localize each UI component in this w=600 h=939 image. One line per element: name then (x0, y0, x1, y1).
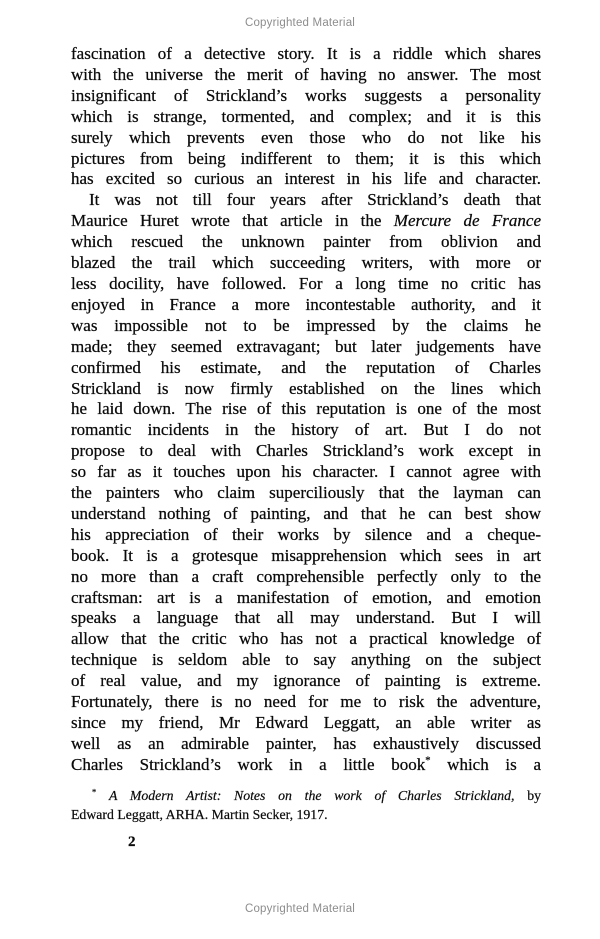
text-line (71, 671, 541, 692)
text-segment: enjoyed in France a more incontestable authority, and it (71, 294, 541, 314)
text-segment (96, 788, 109, 803)
text-line (71, 525, 541, 546)
italic-text: A Modern Artist: Notes on the work of Charles Strickland, (109, 788, 515, 803)
footnote (71, 786, 541, 824)
text-line (71, 713, 541, 734)
footnote-line (71, 786, 541, 805)
text-segment: confirmed his estimate, and the reputation of Charles (71, 357, 541, 377)
text-line (71, 337, 541, 358)
text-line (71, 190, 541, 211)
text-segment: by (514, 788, 542, 803)
text-line (71, 692, 541, 713)
text-line (71, 504, 541, 525)
copyright-notice-bottom: Copyrighted Material (244, 903, 356, 915)
text-line (71, 128, 541, 149)
text-segment: no more than a craft comprehensible perfectly only to the (71, 566, 541, 586)
text-segment: Edward Leggatt, ARHA. Martin Secker, 1917. (71, 807, 328, 822)
text-line (71, 253, 541, 274)
paragraph (71, 44, 541, 190)
text-segment: Strickland is now firmly established on the lines which (71, 378, 541, 398)
text-segment: made; they seemed extravagant; but later judgements have (71, 336, 541, 356)
text-line (71, 441, 541, 462)
text-line (71, 44, 541, 65)
footnote-line (71, 805, 541, 824)
text-segment: has excited so curious an interest in his life and character. (71, 169, 541, 189)
text-segment: blazed the trail which succeeding writers, with more or (71, 253, 541, 273)
text-line (71, 295, 541, 316)
text-line (71, 546, 541, 567)
text-line (71, 316, 541, 337)
text-line (71, 379, 541, 400)
text-segment: his appreciation of their works by silence and a cheque- (71, 524, 541, 544)
text-segment: which is a (430, 754, 541, 774)
paragraph (71, 190, 541, 775)
text-line (71, 86, 541, 107)
text-segment: fascination of a detective story. It is a riddle which shares (71, 44, 541, 63)
text-segment: speaks a language that all may understand. But I will (71, 608, 541, 628)
text-segment: craftsman: art is a manifestation of emotion, and emotion (71, 587, 541, 607)
text-segment: was impossible not to be impressed by the claims he (71, 315, 541, 335)
text-segment: allow that the critic who has not a practical knowledge of (71, 629, 541, 649)
footnote-marker: * (425, 755, 431, 767)
text-line (71, 274, 541, 295)
text-segment: insignificant of Strickland’s works suggests a personality (71, 85, 541, 105)
text-line (71, 567, 541, 588)
text-segment: which is strange, tormented, and complex; and it is this (71, 106, 541, 126)
text-line (71, 650, 541, 671)
text-segment: propose to deal with Charles Strickland’s work except in (71, 441, 541, 461)
text-segment: of real value, and my ignorance of painting is extreme. (71, 671, 541, 691)
text-line (71, 399, 541, 420)
text-segment: since my friend, Mr Edward Leggatt, an able writer as (71, 713, 541, 732)
text-line (71, 420, 541, 441)
text-segment: so far as it touches upon his character. I cannot agree with (71, 462, 541, 482)
text-line (71, 358, 541, 379)
text-segment: the painters who claim superciliously that the layman can (71, 483, 541, 503)
text-segment: romantic incidents in the history of art. But I do not (71, 420, 541, 440)
text-line (71, 169, 541, 190)
text-segment: pictures from being indifferent to them; it is this which (71, 148, 541, 168)
text-segment: technique is seldom able to say anything on the subject (71, 650, 541, 670)
text-segment: It was not till four years after Strickland’s death that (89, 190, 541, 210)
text-segment: Fortunately, there is no need for me to risk the adventure, (71, 692, 541, 712)
text-line (71, 462, 541, 483)
text-line (71, 232, 541, 253)
text-segment: he laid down. The rise of this reputation is one of the most (71, 399, 541, 419)
text-line (71, 483, 541, 504)
text-segment: understand nothing of painting, and that he can best show (71, 503, 541, 523)
text-line (71, 608, 541, 629)
text-segment: which rescued the unknown painter from oblivion and (71, 232, 541, 252)
page-text-body (71, 44, 541, 776)
text-line (71, 629, 541, 650)
text-segment: book. It is a grotesque misapprehension which sees in art (71, 545, 541, 565)
italic-text: Mercure de France (393, 211, 541, 231)
text-line (71, 211, 541, 232)
copyright-notice-top: Copyrighted Material (244, 17, 356, 29)
page-number: 2 (128, 834, 136, 850)
text-line (71, 107, 541, 128)
text-line (71, 588, 541, 609)
text-segment: well as an admirable painter, has exhaustively discussed (71, 733, 541, 753)
footnote-marker: * (92, 786, 97, 797)
text-segment: surely which prevents even those who do not like his (71, 127, 541, 147)
text-segment: less docility, have followed. For a long time no critic has (71, 273, 541, 293)
text-segment: with the universe the merit of having no answer. The most (71, 64, 541, 84)
text-line (71, 755, 541, 776)
text-line (71, 65, 541, 86)
text-segment: Charles Strickland’s work in a little book (71, 754, 426, 774)
text-segment: Maurice Huret wrote that article in the (71, 211, 394, 231)
text-line (71, 149, 541, 170)
text-line (71, 734, 541, 755)
